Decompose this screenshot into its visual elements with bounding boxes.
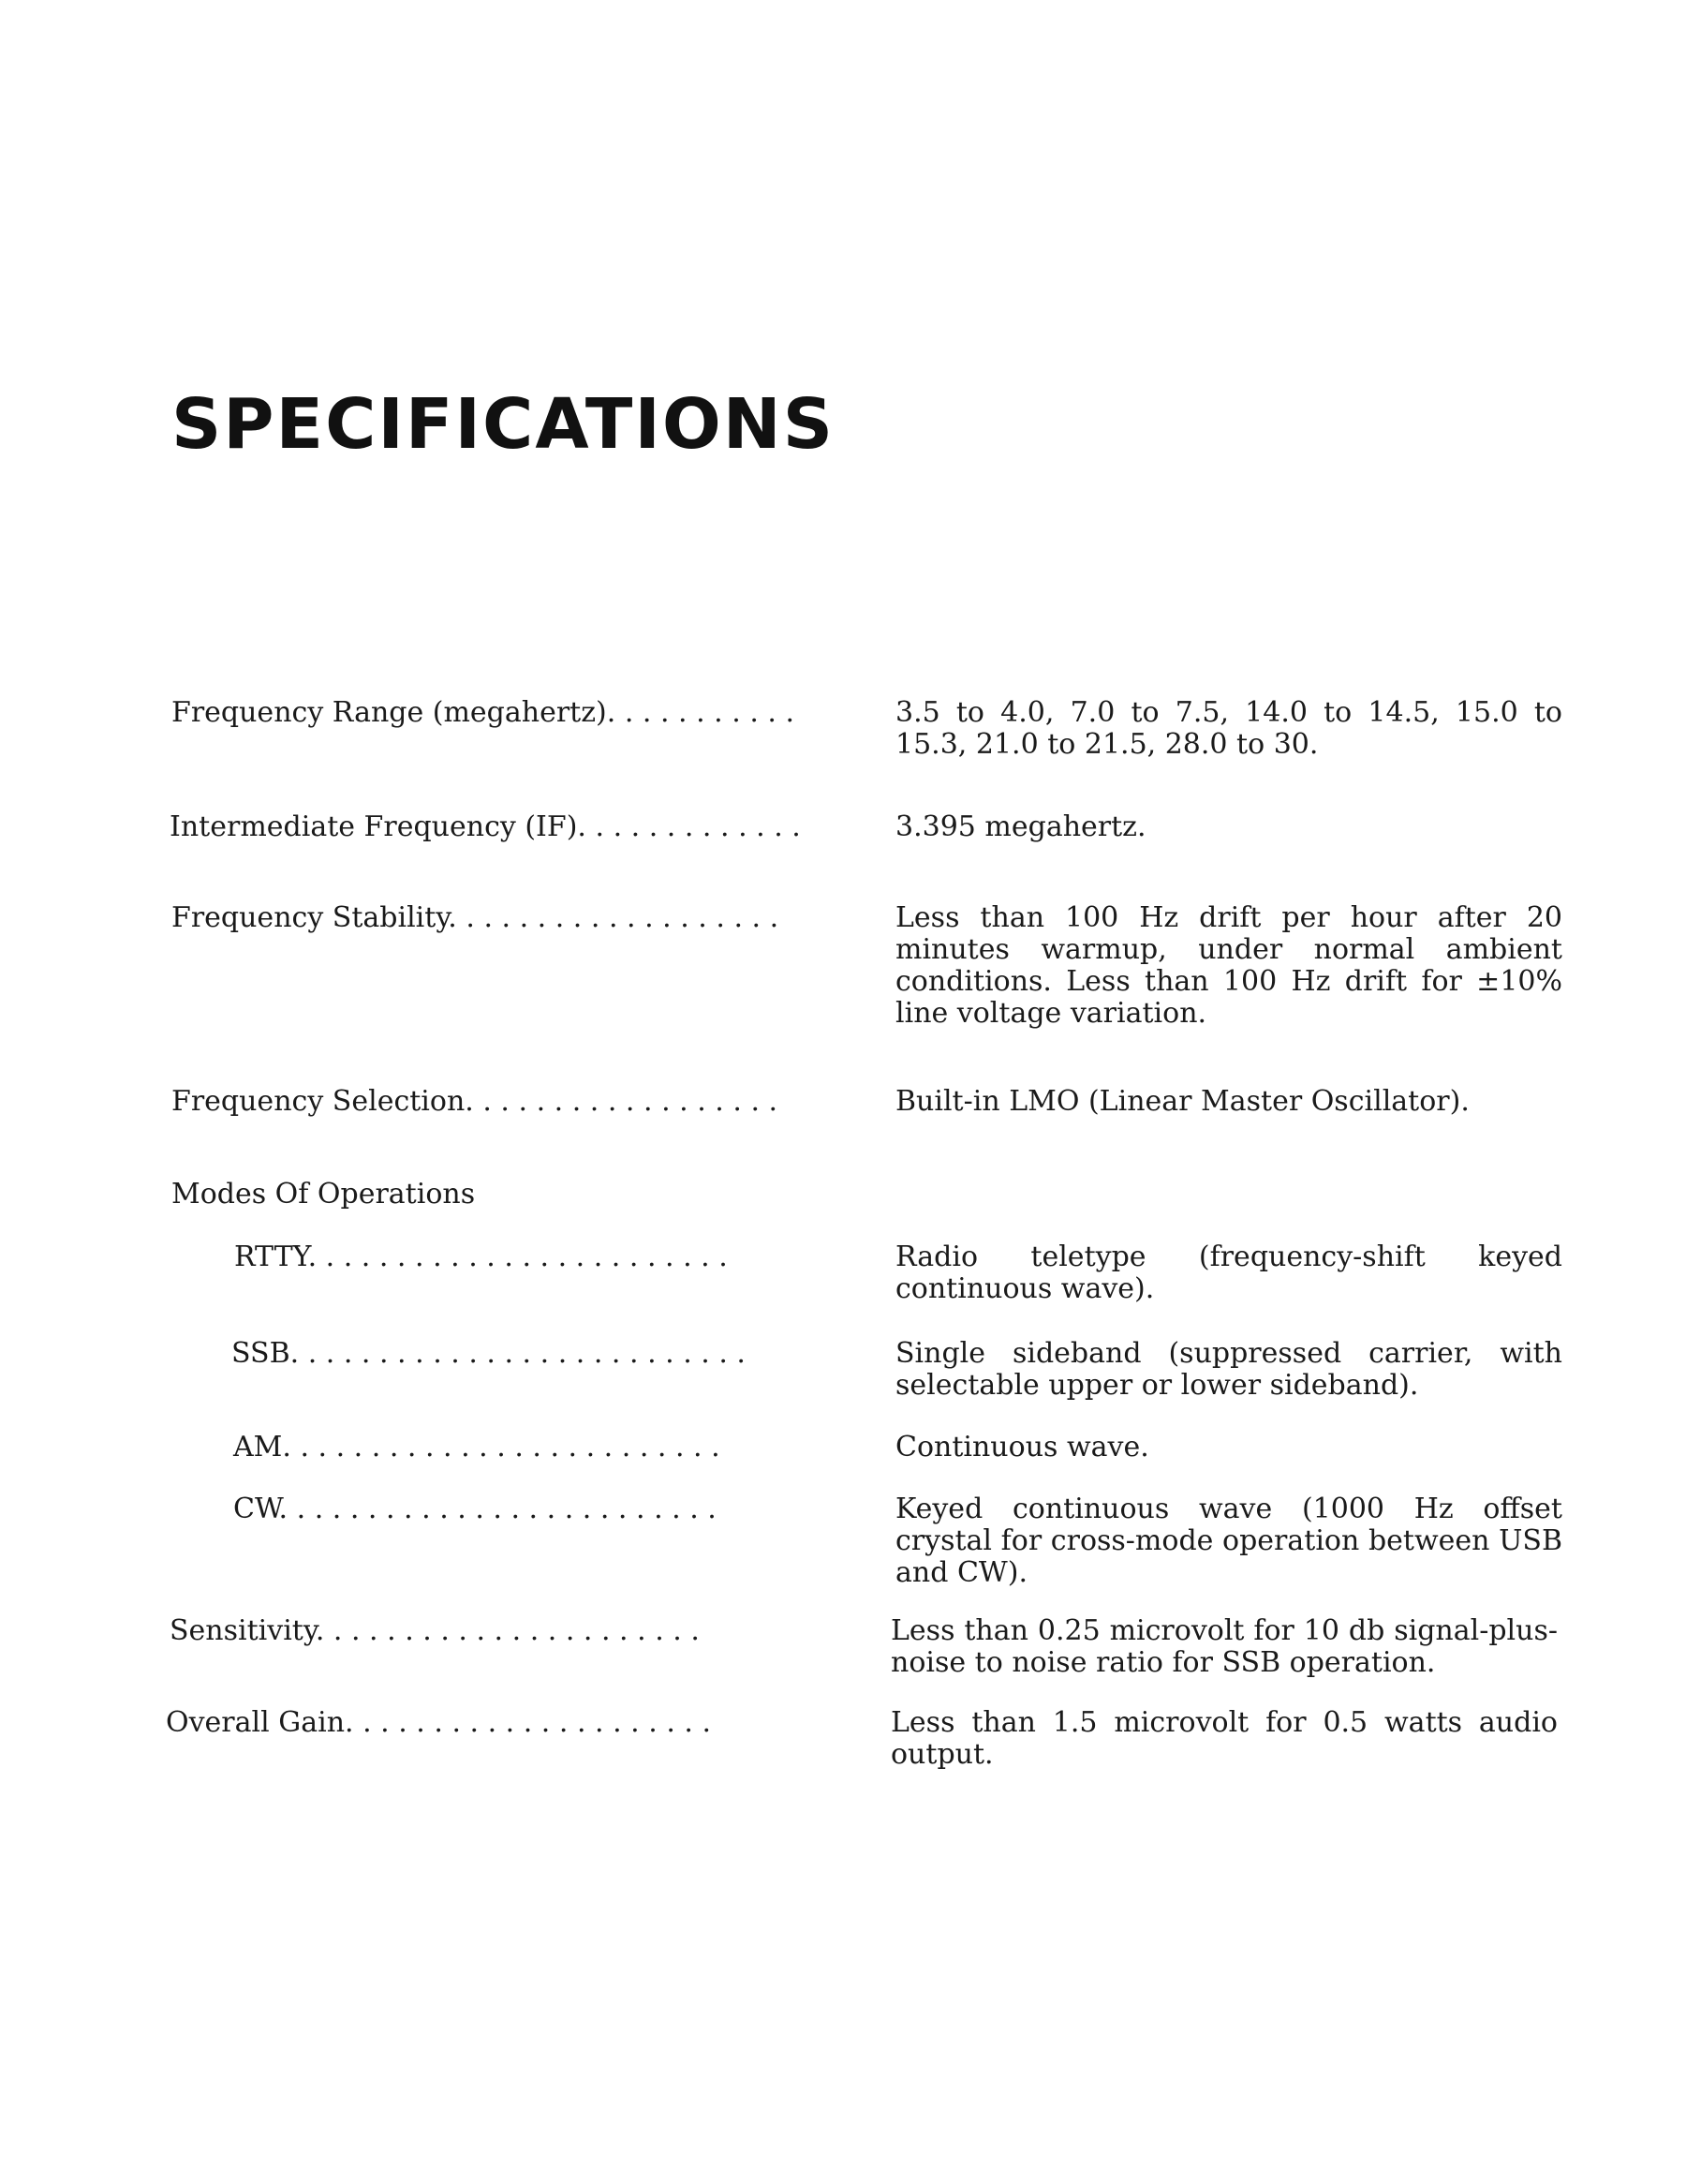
page-title: SPECIFICATIONS bbox=[171, 384, 835, 465]
spec-label-am: AM. . . . . . . . . . . . . . . . . . . . . . . . . bbox=[233, 1431, 720, 1463]
spec-label-sensitivity: Sensitivity. . . . . . . . . . . . . . . . . . . . . . bbox=[170, 1614, 700, 1647]
spec-label-intermediate-frequency: Intermediate Frequency (IF). . . . . . . . . . . . . bbox=[170, 810, 801, 843]
spec-value-am: Continuous wave. bbox=[895, 1431, 1149, 1463]
spec-value-ssb: Single sideband (suppressed carrier, with selectable upper or lower sideband). bbox=[895, 1337, 1562, 1402]
spec-value-intermediate-frequency: 3.395 megahertz. bbox=[895, 810, 1146, 843]
spec-label-frequency-selection: Frequency Selection. . . . . . . . . . . . . . . . . . bbox=[171, 1085, 778, 1118]
spec-label-cw: CW. . . . . . . . . . . . . . . . . . . . . . . . . bbox=[233, 1493, 717, 1525]
spec-value-frequency-selection: Built-in LMO (Linear Master Oscillator). bbox=[895, 1085, 1470, 1118]
spec-value-rtty: Radio teletype (frequency-shift keyed continuous wave). bbox=[895, 1241, 1562, 1305]
spec-label-rtty: RTTY. . . . . . . . . . . . . . . . . . . . . . . . bbox=[234, 1241, 728, 1273]
spec-value-sensitivity: Less than 0.25 microvolt for 10 db signal-plus-noise to noise ratio for SSB operation. bbox=[891, 1614, 1558, 1679]
spec-label-ssb: SSB. . . . . . . . . . . . . . . . . . . . . . . . . . bbox=[231, 1337, 746, 1370]
spec-label-frequency-range: Frequency Range (megahertz). . . . . . . . . . . bbox=[171, 696, 795, 729]
spec-label-overall-gain: Overall Gain. . . . . . . . . . . . . . . . . . . . . bbox=[166, 1706, 711, 1739]
spec-value-overall-gain: Less than 1.5 microvolt for 0.5 watts audio output. bbox=[891, 1706, 1558, 1771]
spec-value-cw: Keyed continuous wave (1000 Hz offset crystal for cross-mode operation between USB and CW). bbox=[895, 1493, 1562, 1589]
spec-label-frequency-stability: Frequency Stability. . . . . . . . . . . . . . . . . . . bbox=[171, 901, 779, 934]
modes-heading: Modes Of Operations bbox=[171, 1178, 476, 1211]
spec-value-frequency-stability: Less than 100 Hz drift per hour after 20 minutes warmup, under normal ambient conditions. Less than 100 Hz drift for ±10% line voltage variation. bbox=[895, 901, 1562, 1030]
spec-value-frequency-range: 3.5 to 4.0, 7.0 to 7.5, 14.0 to 14.5, 15.0 to 15.3, 21.0 to 21.5, 28.0 to 30. bbox=[895, 696, 1562, 761]
